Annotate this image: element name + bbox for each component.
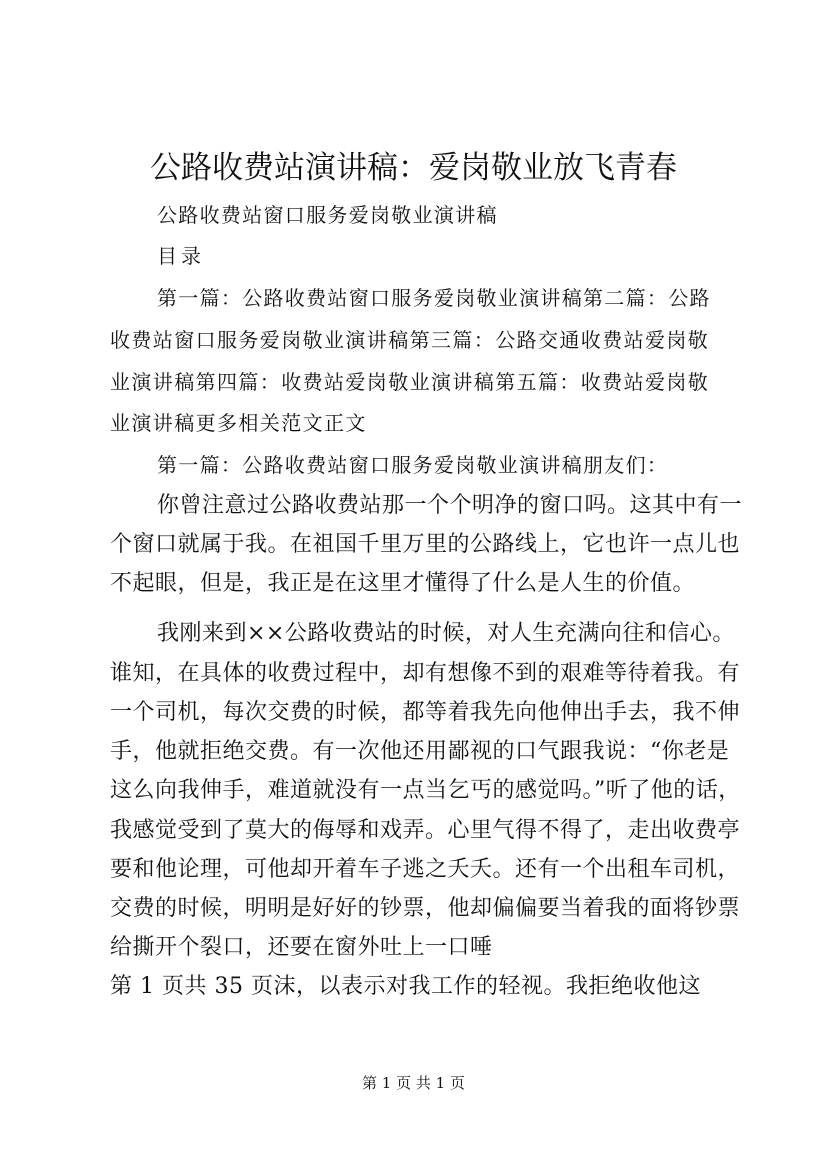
body-line: 我感觉受到了莫大的侮辱和戏弄。心里气得不得了，走出收费亭	[110, 818, 741, 843]
body-line: 谁知，在具体的收费过程中，却有想像不到的艰难等待着我。有	[110, 661, 741, 686]
body-line: 个窗口就属于我。在祖国千里万里的公路线上，它也许一点儿也	[110, 532, 741, 557]
toc-line: 业演讲稿第四篇：收费站爱岗敬业演讲稿第五篇：收费站爱岗敬	[110, 370, 710, 394]
body-line: 要和他论理，可他却开着车子逃之夭夭。还有一个出租车司机，	[110, 857, 741, 882]
page-footer: 第 1 页 共 1 页	[362, 1074, 465, 1092]
body-line: 我刚来到××公路收费站的时候，对人生充满向往和信心。	[157, 621, 735, 646]
toc-line: 收费站窗口服务爱岗敬业演讲稿第三篇：公路交通收费站爱岗敬	[110, 328, 710, 352]
toc-line: 第一篇：公路收费站窗口服务爱岗敬业演讲稿第二篇：公路	[157, 286, 711, 310]
section-start: 第一篇：公路收费站窗口服务爱岗敬业演讲稿朋友们：	[157, 453, 669, 477]
body-line: 你曾注意过公路收费站那一个个明净的窗口吗。这其中有一	[157, 493, 743, 518]
body-line: 一个司机，每次交费的时候，都等着我先向他伸出手去，我不伸	[110, 700, 741, 725]
body-line: 交费的时候，明明是好好的钞票，他却偏偏要当着我的面将钞票	[110, 896, 741, 921]
toc-line: 业演讲稿更多相关范文正文	[110, 411, 367, 435]
document-title: 公路收费站演讲稿：爱岗敬业放飞青春	[150, 150, 677, 186]
document-subtitle: 公路收费站窗口服务爱岗敬业演讲稿	[157, 203, 498, 227]
body-line: 给撕开个裂口，还要在窗外吐上一口唾	[110, 935, 493, 960]
body-line: 不起眼，但是，我正是在这里才懂得了什么是人生的价值。	[110, 571, 696, 596]
toc-heading: 目录	[157, 244, 205, 268]
body-line: 第 1 页共 35 页沫，以表示对我工作的轻视。我拒绝收他这	[110, 974, 701, 999]
body-line: 这么向我伸手，难道就没有一点当乞丐的感觉吗。”听了他的话，	[110, 778, 741, 803]
body-line: 手，他就拒绝交费。有一次他还用鄙视的口气跟我说：“你老是	[110, 739, 730, 764]
